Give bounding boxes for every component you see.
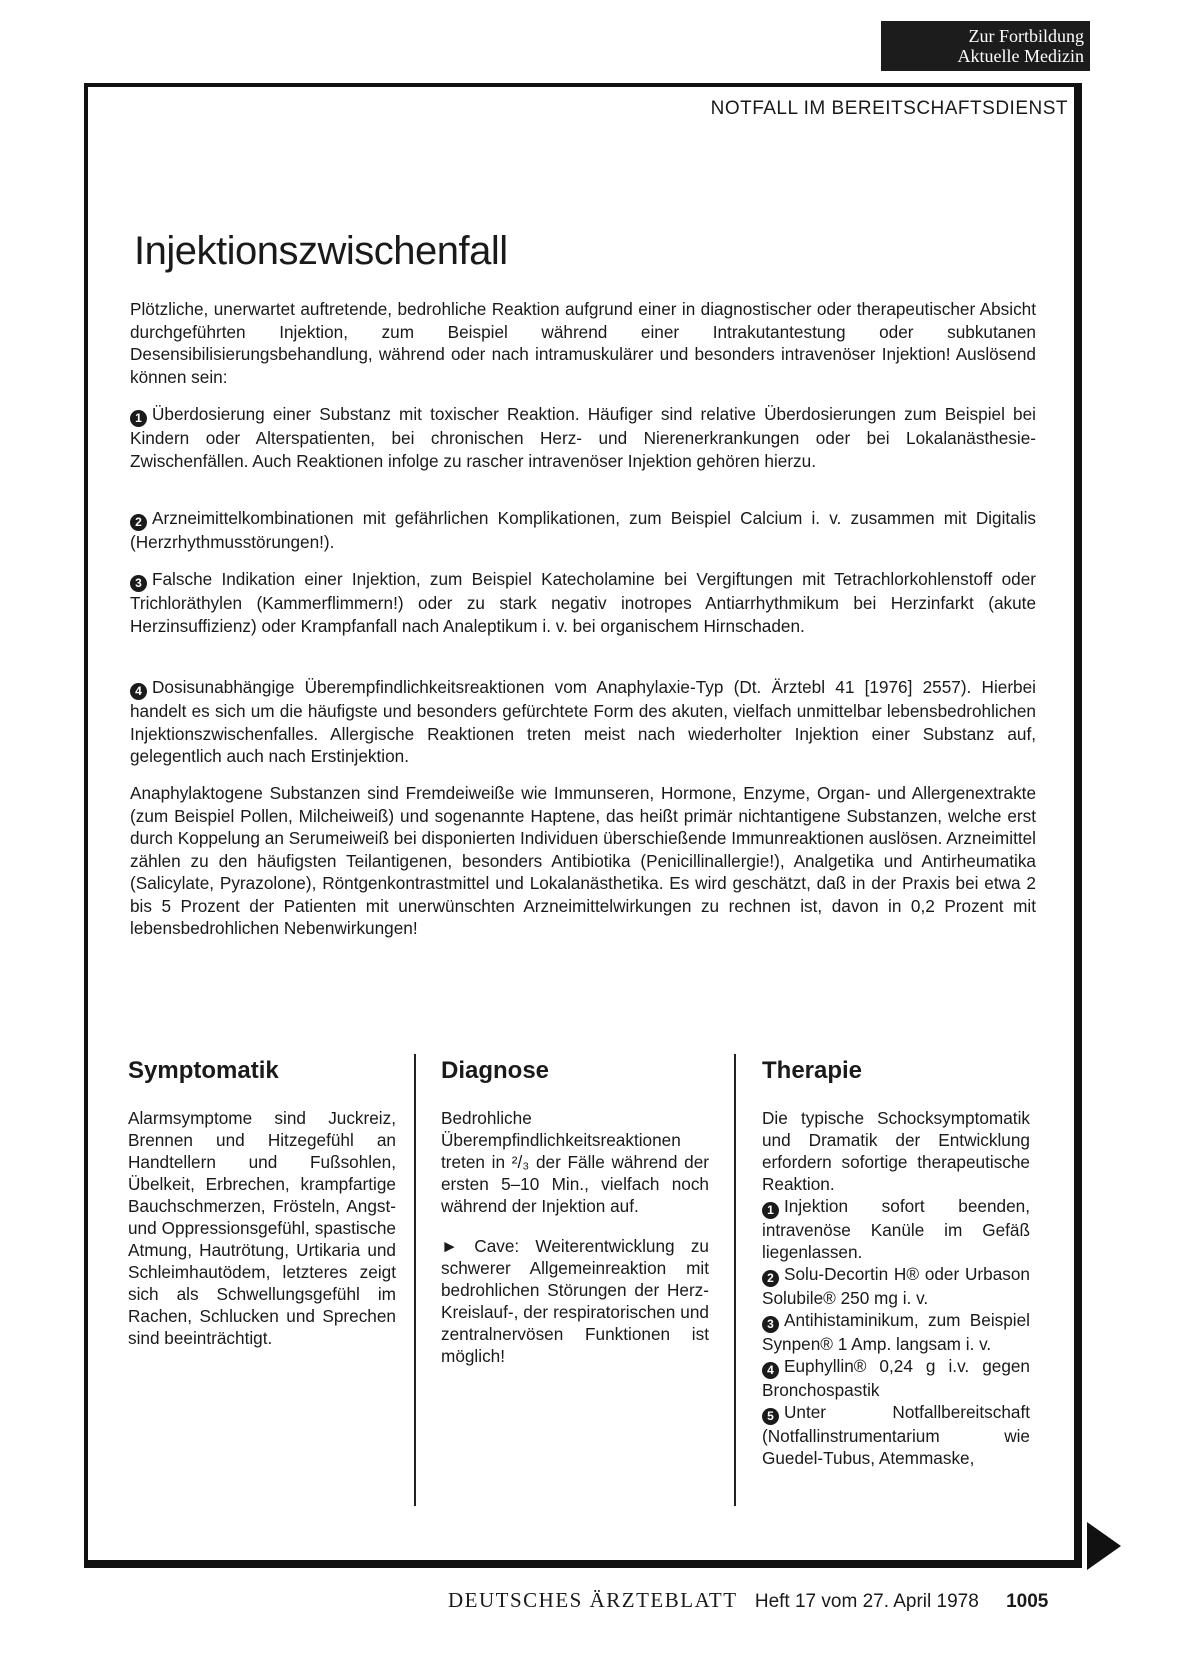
- number-1-icon: 1: [130, 410, 147, 427]
- number-4-icon: 4: [130, 683, 147, 700]
- journal-name: DEUTSCHES ÄRZTEBLATT: [448, 1588, 738, 1612]
- anaphylaxis-paragraph: Anaphylaktogene Substanzen sind Fremdeiweiße wie Immunseren, Hormone, Enzyme, Organ- und Allergenextrakte (zum Beispiel Pollen, Milcheiweiß) und sogenannte Haptene, das heißt primär nichtantigene Substanzen, welche erst durch Koppelung an Serumeiweiß bei disponierten Individuen überschießende Immunreaktionen auslösen. Arzneimittel zählen zu den häufigsten Teilantigenen, besonders Antibiotika (Penicillinallergie!), Analgetika und Antirheumatika (Salicylate, Pyrazolone), Röntgenkontrastmittel und Lokalanästhetika. Es wird geschätzt, daß in der Praxis bei etwa 2 bis 5 Prozent der Patienten mit unerwünschten Arzneimittelwirkungen zu rechnen ist, davon in 0,2 Prozent mit lebensbedrohlichen Nebenwirkungen!: [130, 783, 1036, 938]
- therapie-step-5: [762, 1401, 1030, 1469]
- article-title: Injektionszwischenfall: [134, 229, 508, 273]
- page-footer: [448, 1588, 1048, 1613]
- diagnose-text: Bedrohliche Überempfindlichkeitsreaktionen treten in ²/₃ der Fälle während der ersten 5–10 Min., vielfach noch während der Injektion auf.: [441, 1108, 709, 1216]
- cause-text: Überdosierung einer Substanz mit toxischer Reaktion. Häufiger sind relative Überdosierungen zum Beispiel bei Kindern oder Alterspatienten, bei chronischen Herz- und Nierenerkrankungen oder bei Lokalanästhesie-Zwischenfällen. Auch Reaktionen infolge zu rascher intravenöser Injektion gehören hierzu.: [130, 404, 1036, 471]
- step-text: Euphyllin® 0,24 g i.v. gegen Bronchospastik: [762, 1356, 1030, 1400]
- number-4-icon: 4: [762, 1362, 779, 1379]
- cause-item-4: [130, 676, 1036, 768]
- therapie-heading: Therapie: [762, 1057, 863, 1084]
- therapie-column: [762, 1057, 1030, 1469]
- column-divider: [734, 1054, 736, 1506]
- cause-item-3: [130, 568, 1036, 637]
- arrow-right-icon: ►: [441, 1236, 459, 1256]
- intro-paragraph: Plötzliche, unerwartet auftretende, bedrohliche Reaktion aufgrund einer in diagnostischer oder therapeutischer Absicht durchgeführten Injektion, zum Beispiel während einer Intrakutantestung oder subkutanen Desensibilisierungsbehandlung, während oder nach intramuskulärer und besonders intravenöser Injektion! Auslösend können sein:: [130, 299, 1036, 387]
- page-number: 1005: [1006, 1591, 1049, 1612]
- number-5-icon: 5: [762, 1408, 779, 1425]
- diagnose-heading: Diagnose: [441, 1057, 550, 1084]
- therapie-step-3: [762, 1309, 1030, 1355]
- section-label-line2: Aktuelle Medizin: [957, 46, 1084, 66]
- column-divider: [414, 1054, 416, 1506]
- diagnose-column: [441, 1057, 709, 1367]
- symptomatik-column: [128, 1057, 396, 1349]
- cause-text: Falsche Indikation einer Injektion, zum Beispiel Katecholamine bei Vergiftungen mit Tetrachlorkohlenstoff oder Trichloräthylen (Kammerflimmern!) oder zu stark negativ inotropes Antiarrhythmikum bei Herzinfarkt (akute Herzinsuffizienz) oder Krampfanfall nach Analeptikum i. v. bei organischem Hirnschaden.: [130, 569, 1036, 636]
- therapie-intro: Die typische Schocksymptomatik und Dramatik der Entwicklung erfordern sofortige therapeutische Reaktion.: [762, 1108, 1030, 1194]
- cause-item-1: [130, 403, 1036, 472]
- cause-item-2: [130, 507, 1036, 554]
- therapie-step-1: [762, 1195, 1030, 1263]
- step-text: Unter Notfallbereitschaft (Notfallinstrumentarium wie Guedel-Tubus, Atemmaske,: [762, 1402, 1030, 1468]
- cave-text: Cave: Weiterentwicklung zu schwerer Allgemeinreaktion mit bedrohlichen Störungen der Herz-Kreislauf-, der respiratorischen und zentralnervösen Funktionen ist möglich!: [441, 1236, 709, 1366]
- issue-info: Heft 17 vom 27. April 1978: [754, 1591, 979, 1612]
- number-2-icon: 2: [130, 514, 147, 531]
- step-text: Injektion sofort beenden, intravenöse Kanüle im Gefäß liegenlassen.: [762, 1196, 1030, 1262]
- continue-arrow-icon: [1087, 1522, 1121, 1570]
- therapie-step-4: [762, 1355, 1030, 1401]
- symptomatik-heading: Symptomatik: [128, 1057, 279, 1084]
- section-label-line1: Zur Fortbildung: [968, 26, 1084, 46]
- cave-note: [441, 1235, 709, 1367]
- cause-text: Dosisunabhängige Überempfindlichkeitsreaktionen vom Anaphylaxie-Typ (Dt. Ärztebl 41 [1976] 2557). Hierbei handelt es sich um die häufigste und besonders gefürchtete Form des akuten, vielfach unmittelbar lebensbedrohlichen Injektionszwischenfalles. Allergische Reaktionen treten meist nach wiederholter Injektion einer Substanz auf, gelegentlich auch nach Erstinjektion.: [130, 677, 1036, 766]
- therapie-step-2: [762, 1263, 1030, 1309]
- symptomatik-text: Alarmsymptome sind Juckreiz, Brennen und Hitzegefühl an Handtellern und Fußsohlen, Übelkeit, Erbrechen, krampfartige Bauchschmerzen, Frösteln, Angst- und Oppressionsgefühl, spastische Atmung, Hautrötung, Urtikaria und Schleimhautödem, letzteres zeigt sich als Schwellungsgefühl im Rachen, Schlucken und Sprechen sind beeinträchtigt.: [128, 1108, 396, 1348]
- step-text: Antihistaminikum, zum Beispiel Synpen® 1 Amp. langsam i. v.: [762, 1310, 1030, 1354]
- number-3-icon: 3: [130, 575, 147, 592]
- section-header: NOTFALL IM BEREITSCHAFTSDIENST: [710, 98, 1068, 119]
- number-2-icon: 2: [762, 1270, 779, 1287]
- step-text: Solu-Decortin H® oder Urbason Solubile® 250 mg i. v.: [762, 1264, 1030, 1308]
- number-3-icon: 3: [762, 1316, 779, 1333]
- cause-text: Arzneimittelkombinationen mit gefährlichen Komplikationen, zum Beispiel Calcium i. v. zusammen mit Digitalis (Herzrhythmusstörungen!).: [130, 508, 1036, 552]
- section-label: [881, 21, 1090, 71]
- number-1-icon: 1: [762, 1202, 779, 1219]
